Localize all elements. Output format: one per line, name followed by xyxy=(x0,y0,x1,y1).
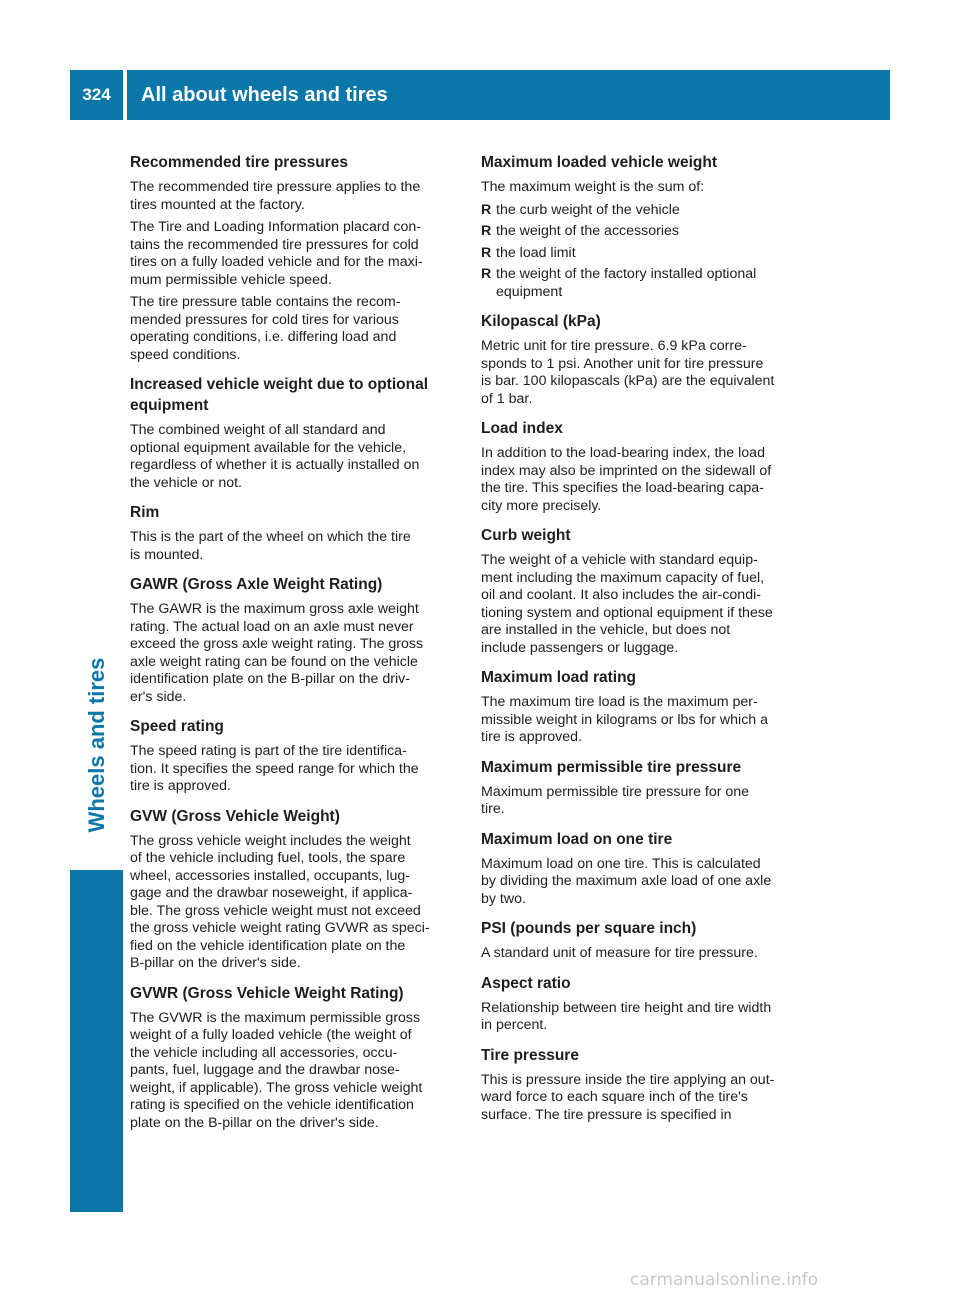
heading-rim: Rim xyxy=(130,504,160,521)
left-column xyxy=(130,152,460,1137)
page-number: 324 xyxy=(70,70,123,120)
list-item-text: the load limit xyxy=(496,244,576,261)
heading-speed-rating: Speed rating xyxy=(130,718,224,735)
paragraph-maximum-load-rating: The maximum tire load is the maximum per- missible weight in kilograms or lbs for which a tire is approved. xyxy=(481,694,769,745)
paragraph-recommended-tire-pressures: The tire pressure table contains the recom- mended pressures for cold tires for various operating conditions, i.e. differing load and speed conditions. xyxy=(130,294,401,363)
paragraph-gvwr-gross-vehicle-weight-rating: The GVWR is the maximum permissible gross weight of a fully loaded vehicle (the weight of the vehicle including all accessories, occu- pants, fuel, luggage and the drawbar nose- weight, if applicable). The gross vehicle weight rating is specified on the vehicle identification plate on the B-pillar on the driver's side. xyxy=(130,1009,423,1131)
heading-gvwr-gross-vehicle-weight-rating: GVWR (Gross Vehicle Weight Rating) xyxy=(130,984,404,1002)
paragraph-gawr-gross-axle-weight-rating: The GAWR is the maximum gross axle weight rating. The actual load on an axle must never exceed the gross axle weight rating. The gross axle weight rating can be found on the vehicle identification plate on the B-pillar on the driv- er's side. xyxy=(130,601,424,705)
paragraph-rim: This is the part of the wheel on which the tire is mounted. xyxy=(130,529,411,563)
list-item-text: the weight of the factory installed optional equipment xyxy=(496,266,757,300)
heading-recommended-tire-pressures: Recommended tire pressures xyxy=(130,154,348,171)
paragraph-load-index: In addition to the load-bearing index, the load index may also be imprinted on the sidewall of the tire. This specifies the load-bearing capa- city more precisely. xyxy=(481,445,772,514)
list-item-text: the curb weight of the vehicle xyxy=(496,201,680,218)
paragraph-maximum-loaded-vehicle-weight: The maximum weight is the sum of: xyxy=(481,179,705,195)
paragraph-recommended-tire-pressures: The recommended tire pressure applies to the tires mounted at the factory. xyxy=(130,179,421,213)
paragraph-kilopascal-kpa: Metric unit for tire pressure. 6.9 kPa corre- sponds to 1 psi. Another unit for tire pressure is bar. 100 kilopascals (kPa) are the equivalent of 1 bar. xyxy=(481,338,775,407)
heading-curb-weight: Curb weight xyxy=(481,527,571,544)
watermark: carmanualsonline.info xyxy=(630,1270,819,1290)
paragraph-tire-pressure: This is pressure inside the tire applying an out- ward force to each square inch of the tire's surface. The tire pressure is specified in xyxy=(481,1071,775,1123)
bullet-list xyxy=(481,202,817,302)
heading-aspect-ratio: Aspect ratio xyxy=(481,974,571,992)
paragraph-recommended-tire-pressures: The Tire and Loading Information placard con- tains the recommended tire pressures for cold tires on a fully loaded vehicle and for the maxi- mum permissible vehicle speed. xyxy=(130,219,423,288)
paragraph-maximum-load-on-one-tire: Maximum load on one tire. This is calculated by dividing the maximum axle load of one axle by two. xyxy=(481,855,772,907)
heading-tire-pressure: Tire pressure xyxy=(481,1046,579,1064)
heading-maximum-load-on-one-tire: Maximum load on one tire xyxy=(481,830,673,848)
heading-load-index: Load index xyxy=(481,420,563,437)
paragraph-maximum-permissible-tire-pressure: Maximum permissible tire pressure for one tire. xyxy=(481,783,750,817)
paragraph-psi-pounds-per-square-inch: A standard unit of measure for tire pressure. xyxy=(481,945,758,961)
heading-kilopascal-kpa: Kilopascal (kPa) xyxy=(481,313,601,330)
side-tab xyxy=(70,630,123,860)
list-item xyxy=(481,202,817,220)
bullet-icon: R xyxy=(481,223,492,239)
heading-maximum-permissible-tire-pressure: Maximum permissible tire pressure xyxy=(481,758,742,776)
list-item xyxy=(481,223,817,241)
side-tab-label: Wheels and tires xyxy=(83,657,109,833)
heading-gawr-gross-axle-weight-rating: GAWR (Gross Axle Weight Rating) xyxy=(130,576,383,593)
list-item-text: the weight of the accessories xyxy=(496,223,679,239)
right-column xyxy=(481,152,817,1129)
paragraph-curb-weight: The weight of a vehicle with standard equip- ment including the maximum capacity of fuel, oil and coolant. It also includes the air-condi- tioning system and optional equipment if these are installed in the vehicle, but does not include passengers or luggage. xyxy=(481,552,773,656)
bullet-icon: R xyxy=(481,201,492,218)
paragraph-increased-vehicle-weight-due-to-optional-equipment: The combined weight of all standard and optional equipment available for the vehicle, regardless of whether it is actually installed on the vehicle or not. xyxy=(130,422,420,491)
list-item xyxy=(481,266,817,301)
side-color-block xyxy=(70,870,123,1212)
heading-gvw-gross-vehicle-weight: GVW (Gross Vehicle Weight) xyxy=(130,807,340,825)
list-item xyxy=(481,245,817,263)
heading-psi-pounds-per-square-inch: PSI (pounds per square inch) xyxy=(481,920,697,937)
heading-increased-vehicle-weight-due-to-optional-equipment: Increased vehicle weight due to optional equipment xyxy=(130,376,429,414)
paragraph-gvw-gross-vehicle-weight: The gross vehicle weight includes the weight of the vehicle including fuel, tools, the spare wheel, accessories installed, occupants, lug- gage and the drawbar noseweight, if applica- ble. The gross vehicle weight must not exceed the gross vehicle weight rating GVWR as speci- fied on the vehicle identification plate on the B-pillar on the driver's side. xyxy=(130,832,430,971)
heading-maximum-load-rating: Maximum load rating xyxy=(481,669,637,686)
chapter-title: All about wheels and tires xyxy=(127,70,890,120)
bullet-icon: R xyxy=(481,266,492,282)
bullet-icon: R xyxy=(481,244,492,261)
paragraph-speed-rating: The speed rating is part of the tire identifica- tion. It specifies the speed range for which the tire is approved. xyxy=(130,743,419,794)
paragraph-aspect-ratio: Relationship between tire height and tire width in percent. xyxy=(481,999,772,1033)
heading-maximum-loaded-vehicle-weight: Maximum loaded vehicle weight xyxy=(481,154,718,171)
